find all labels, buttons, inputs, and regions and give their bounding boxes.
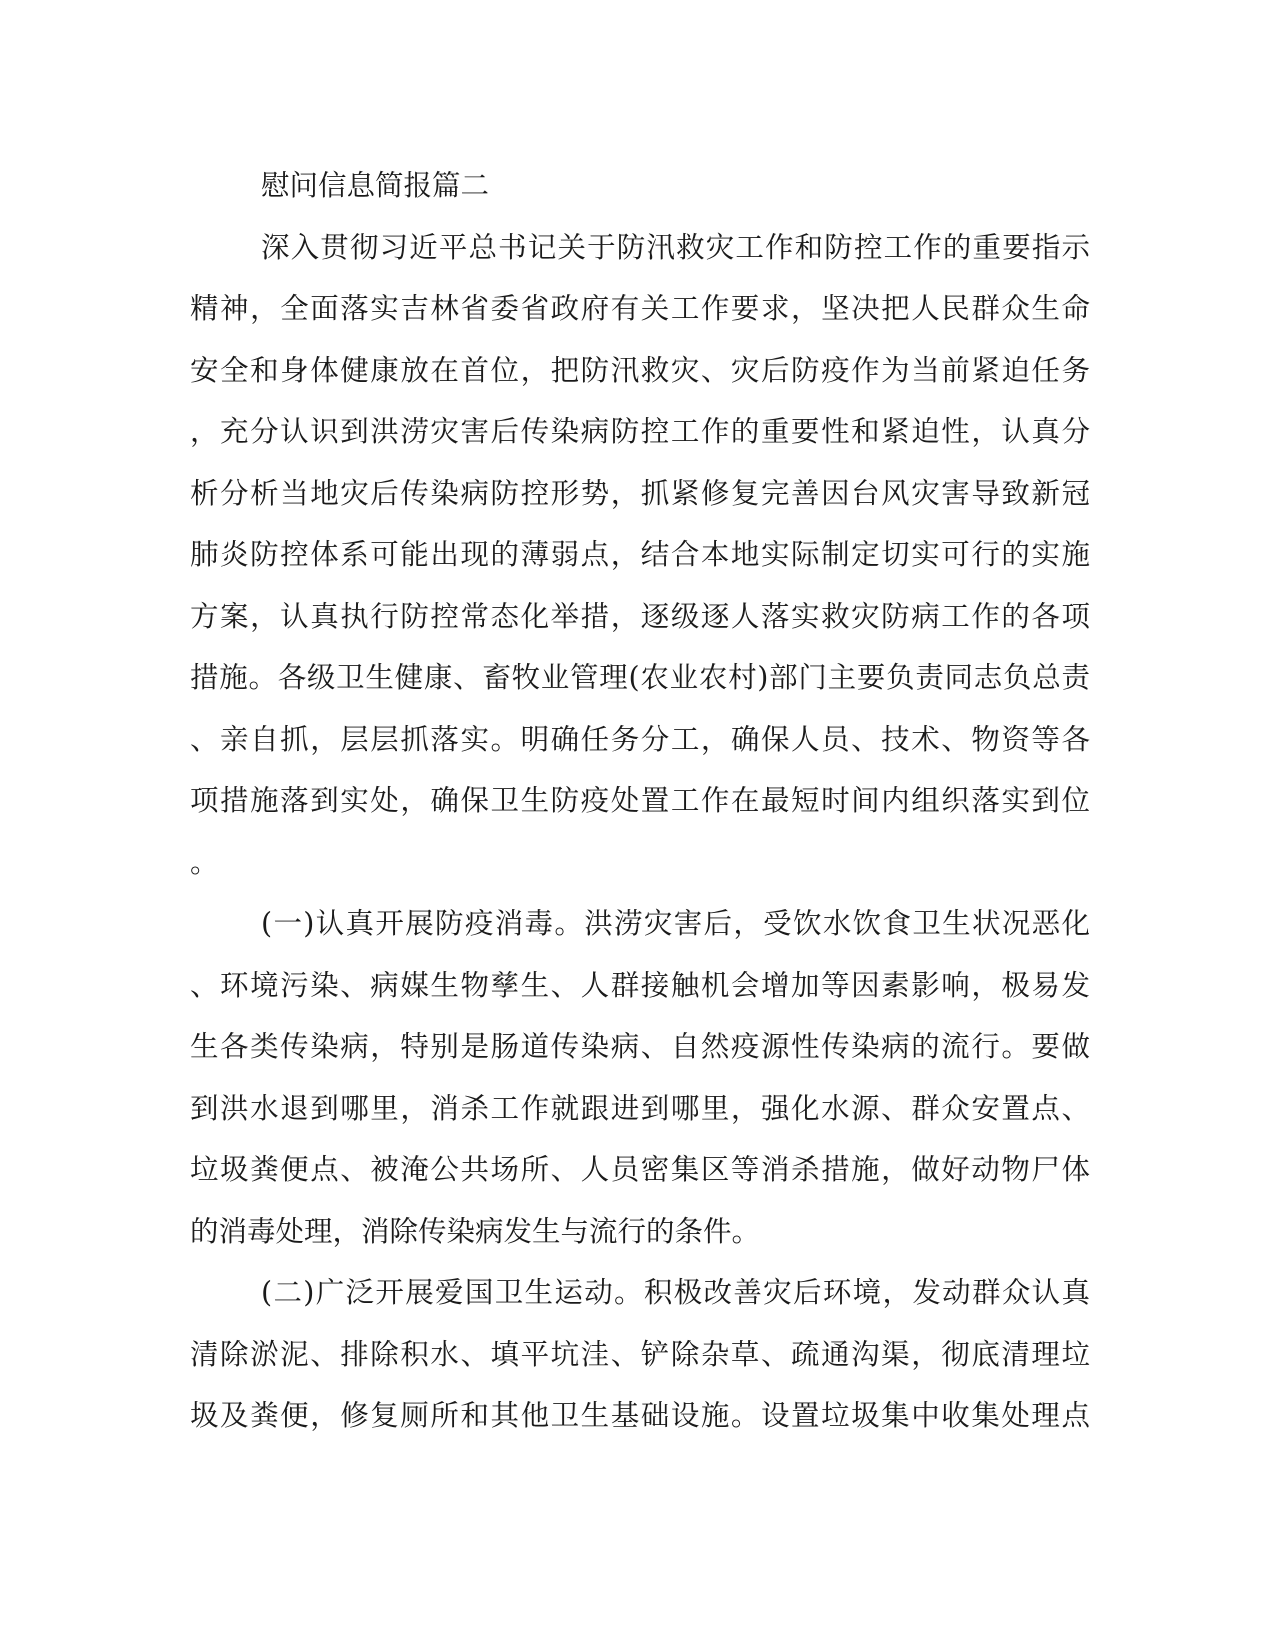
paragraph-line: 深入贯彻习近平总书记关于防汛救灾工作和防控工作的重要指示 bbox=[261, 230, 1090, 264]
document-heading: 慰问信息简报篇二 bbox=[261, 169, 490, 202]
paragraph-line: (二)广泛开展爱国卫生运动。积极改善灾后环境，发动群众认真 bbox=[261, 1276, 1090, 1309]
paragraph-line: (一)认真开展防疫消毒。洪涝灾害后，受饮水饮食卫生状况恶化 bbox=[261, 907, 1090, 940]
paragraph-line: 肺炎防控体系可能出现的薄弱点，结合本地实际制定切实可行的实施 bbox=[190, 538, 1090, 571]
paragraph-line: 圾及粪便，修复厕所和其他卫生基础设施。设置垃圾集中收集处理点 bbox=[190, 1399, 1090, 1432]
paragraph-line: 措施。各级卫生健康、畜牧业管理(农业农村)部门主要负责同志负总责 bbox=[190, 661, 1090, 694]
paragraph-line: 清除淤泥、排除积水、填平坑洼、铲除杂草、疏通沟渠，彻底清理垃 bbox=[190, 1337, 1090, 1371]
paragraph-1 bbox=[190, 217, 1090, 894]
paragraph-line: 、亲自抓，层层抓落实。明确任务分工，确保人员、技术、物资等各 bbox=[190, 722, 1090, 756]
paragraph-line: 垃圾粪便点、被淹公共场所、人员密集区等消杀措施，做好动物尸体 bbox=[190, 1153, 1090, 1186]
paragraph-line: 析分析当地灾后传染病防控形势，抓紧修复完善因台风灾害导致新冠 bbox=[190, 476, 1090, 510]
paragraph-line: 精神，全面落实吉林省委省政府有关工作要求，坚决把人民群众生命 bbox=[190, 292, 1090, 325]
paragraph-line: 、环境污染、病媒生物孳生、人群接触机会增加等因素影响，极易发 bbox=[190, 968, 1090, 1002]
paragraph-line: 到洪水退到哪里，消杀工作就跟进到哪里，强化水源、群众安置点、 bbox=[190, 1091, 1090, 1125]
paragraph-line: 生各类传染病，特别是肠道传染病、自然疫源性传染病的流行。要做 bbox=[190, 1030, 1090, 1063]
paragraph-line: 安全和身体健康放在首位，把防汛救灾、灾后防疫作为当前紧迫任务 bbox=[190, 353, 1090, 387]
paragraph-2 bbox=[190, 893, 1090, 1262]
paragraph-line: 。 bbox=[190, 845, 219, 879]
paragraph-line: 的消毒处理，消除传染病发生与流行的条件。 bbox=[190, 1214, 761, 1248]
paragraph-line: 项措施落到实处，确保卫生防疫处置工作在最短时间内组织落实到位 bbox=[190, 784, 1090, 817]
paragraph-line: ，充分认识到洪涝灾害后传染病防控工作的重要性和紧迫性，认真分 bbox=[190, 415, 1090, 448]
paragraph-3 bbox=[190, 1262, 1090, 1447]
paragraph-line: 方案，认真执行防控常态化举措，逐级逐人落实救灾防病工作的各项 bbox=[190, 599, 1090, 633]
document-body bbox=[190, 155, 1090, 1447]
